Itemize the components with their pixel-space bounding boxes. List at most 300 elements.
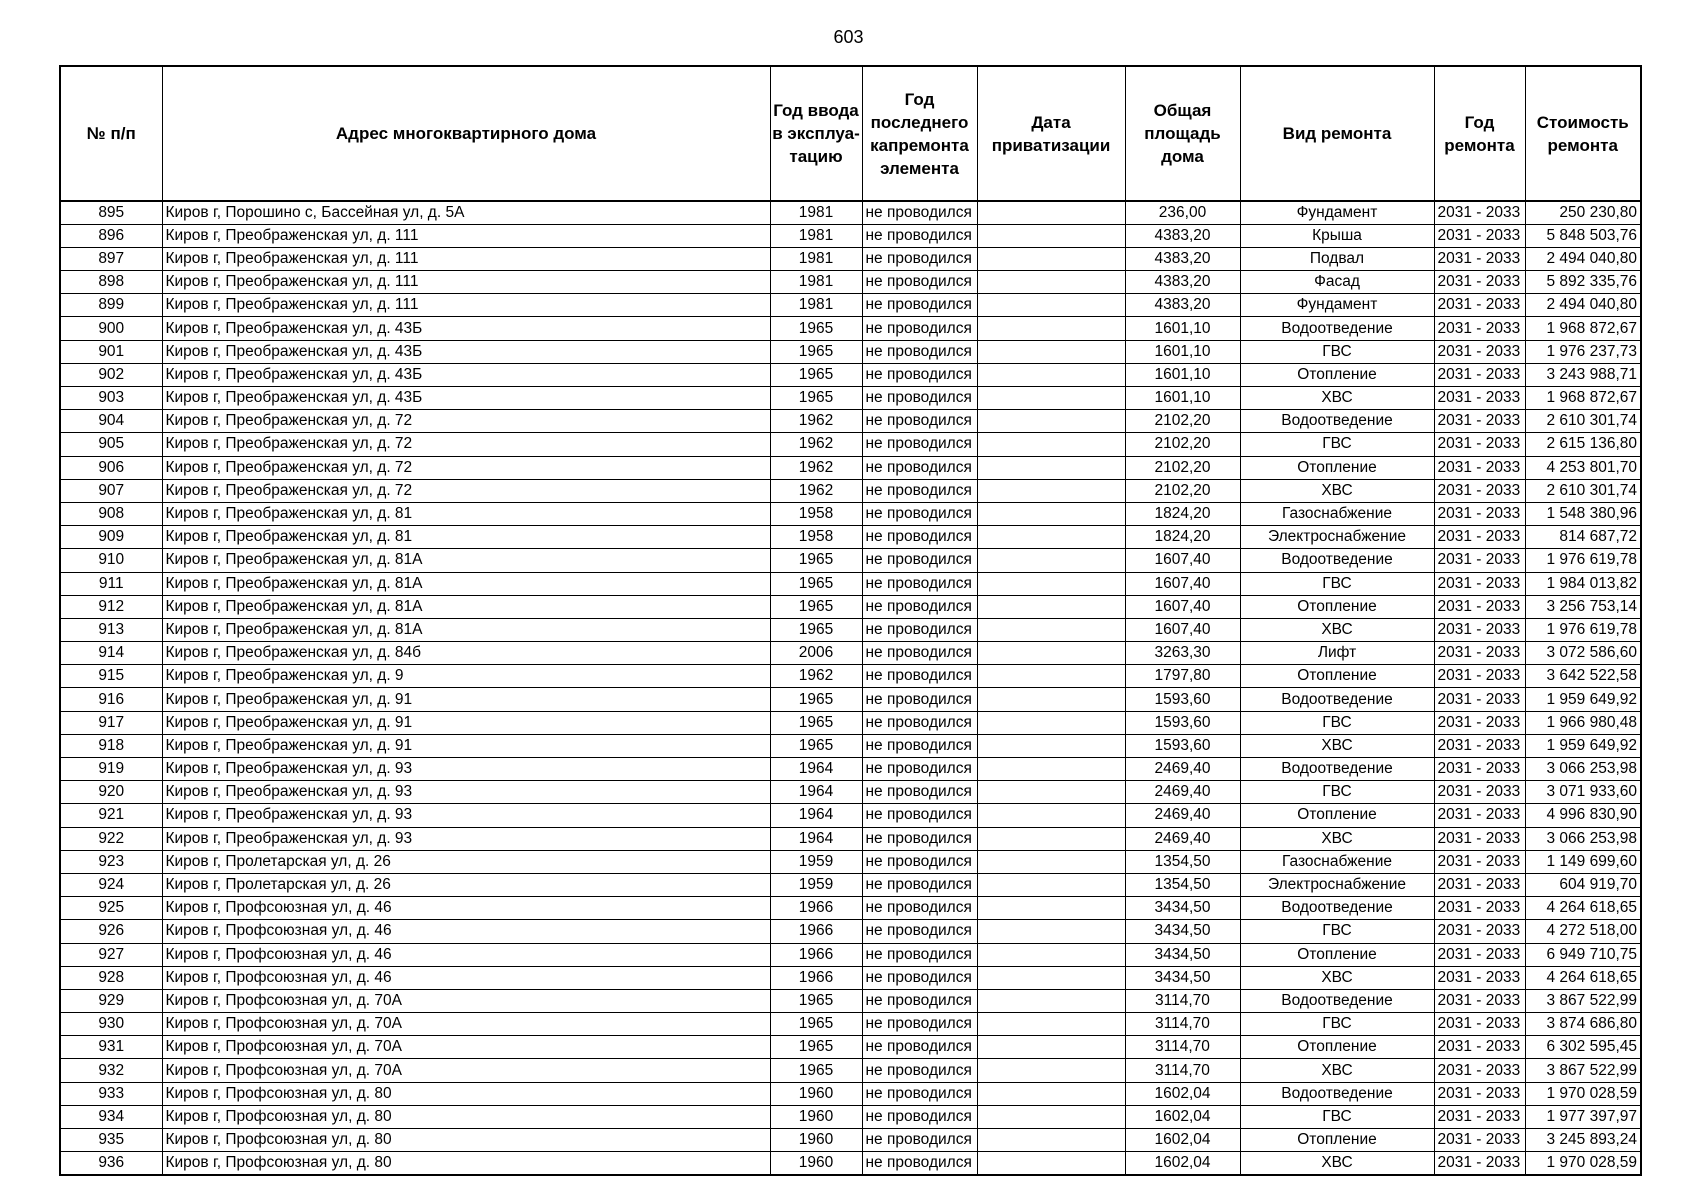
table-row <box>60 873 1641 896</box>
cell-num: 910 <box>60 549 162 572</box>
cell-repair-year: 2031 - 2033 <box>1434 920 1525 943</box>
cell-privatization <box>977 479 1125 502</box>
cell-address: Киров г, Профсоюзная ул, д. 70А <box>162 1036 770 1059</box>
cell-repair-type: Лифт <box>1240 642 1434 665</box>
cell-repair-type: ХВС <box>1240 1152 1434 1175</box>
cell-area: 1601,10 <box>1125 340 1240 363</box>
cell-privatization <box>977 1036 1125 1059</box>
cell-address: Киров г, Преображенская ул, д. 81 <box>162 502 770 525</box>
cell-address: Киров г, Преображенская ул, д. 43Б <box>162 340 770 363</box>
table-header <box>60 66 1641 201</box>
table-row <box>60 966 1641 989</box>
cell-year-built: 1965 <box>770 734 862 757</box>
cell-num: 903 <box>60 387 162 410</box>
cell-address: Киров г, Преображенская ул, д. 9 <box>162 665 770 688</box>
cell-year-built: 1981 <box>770 201 862 224</box>
cell-year-built: 1965 <box>770 989 862 1012</box>
cell-num: 911 <box>60 572 162 595</box>
cell-repair-year: 2031 - 2033 <box>1434 1059 1525 1082</box>
cell-address: Киров г, Профсоюзная ул, д. 80 <box>162 1082 770 1105</box>
cell-address: Киров г, Преображенская ул, д. 81А <box>162 549 770 572</box>
cell-cost: 1 970 028,59 <box>1525 1082 1641 1105</box>
table-row <box>60 1105 1641 1128</box>
cell-privatization <box>977 549 1125 572</box>
cell-privatization <box>977 247 1125 270</box>
cell-repair-year: 2031 - 2033 <box>1434 340 1525 363</box>
cell-repair-type: Отопление <box>1240 943 1434 966</box>
cell-repair-type: Отопление <box>1240 1129 1434 1152</box>
cell-area: 1593,60 <box>1125 688 1240 711</box>
table-row <box>60 201 1641 224</box>
cell-num: 896 <box>60 224 162 247</box>
cell-year-built: 1960 <box>770 1082 862 1105</box>
cell-address: Киров г, Профсоюзная ул, д. 46 <box>162 966 770 989</box>
cell-repair-type: Крыша <box>1240 224 1434 247</box>
cell-address: Киров г, Профсоюзная ул, д. 70А <box>162 1013 770 1036</box>
cell-area: 2102,20 <box>1125 433 1240 456</box>
cell-num: 922 <box>60 827 162 850</box>
cell-last-repair: не проводился <box>862 688 977 711</box>
header-num: № п/п <box>60 66 162 201</box>
cell-repair-year: 2031 - 2033 <box>1434 1036 1525 1059</box>
table-row <box>60 989 1641 1012</box>
cell-num: 901 <box>60 340 162 363</box>
cell-repair-type: Водоотведение <box>1240 989 1434 1012</box>
cell-repair-type: Подвал <box>1240 247 1434 270</box>
cell-cost: 2 494 040,80 <box>1525 294 1641 317</box>
cell-area: 1354,50 <box>1125 850 1240 873</box>
cell-year-built: 1966 <box>770 943 862 966</box>
cell-num: 932 <box>60 1059 162 1082</box>
cell-repair-type: Фасад <box>1240 271 1434 294</box>
cell-last-repair: не проводился <box>862 294 977 317</box>
table-row <box>60 224 1641 247</box>
table-row <box>60 502 1641 525</box>
cell-year-built: 1965 <box>770 387 862 410</box>
cell-privatization <box>977 688 1125 711</box>
table-row <box>60 433 1641 456</box>
cell-address: Киров г, Преображенская ул, д. 111 <box>162 247 770 270</box>
cell-num: 898 <box>60 271 162 294</box>
cell-privatization <box>977 201 1125 224</box>
cell-privatization <box>977 618 1125 641</box>
cell-last-repair: не проводился <box>862 1059 977 1082</box>
cell-last-repair: не проводился <box>862 897 977 920</box>
cell-cost: 3 066 253,98 <box>1525 758 1641 781</box>
cell-privatization <box>977 410 1125 433</box>
cell-last-repair: не проводился <box>862 479 977 502</box>
cell-repair-year: 2031 - 2033 <box>1434 966 1525 989</box>
cell-privatization <box>977 1152 1125 1175</box>
cell-num: 895 <box>60 201 162 224</box>
cell-repair-year: 2031 - 2033 <box>1434 850 1525 873</box>
cell-repair-type: ХВС <box>1240 618 1434 641</box>
cell-last-repair: не проводился <box>862 943 977 966</box>
cell-last-repair: не проводился <box>862 387 977 410</box>
cell-repair-year: 2031 - 2033 <box>1434 271 1525 294</box>
cell-privatization <box>977 943 1125 966</box>
cell-cost: 4 272 518,00 <box>1525 920 1641 943</box>
cell-repair-type: ГВС <box>1240 920 1434 943</box>
cell-num: 907 <box>60 479 162 502</box>
header-last-repair: Год последнего капремонта элемента <box>862 66 977 201</box>
cell-address: Киров г, Профсоюзная ул, д. 46 <box>162 897 770 920</box>
cell-num: 928 <box>60 966 162 989</box>
cell-year-built: 1981 <box>770 247 862 270</box>
cell-area: 1607,40 <box>1125 595 1240 618</box>
cell-num: 933 <box>60 1082 162 1105</box>
cell-num: 913 <box>60 618 162 641</box>
cell-address: Киров г, Преображенская ул, д. 111 <box>162 224 770 247</box>
cell-repair-type: Газоснабжение <box>1240 502 1434 525</box>
cell-num: 918 <box>60 734 162 757</box>
cell-repair-year: 2031 - 2033 <box>1434 549 1525 572</box>
table-row <box>60 595 1641 618</box>
cell-address: Киров г, Преображенская ул, д. 72 <box>162 456 770 479</box>
cell-year-built: 1959 <box>770 873 862 896</box>
cell-year-built: 1981 <box>770 224 862 247</box>
table-row <box>60 479 1641 502</box>
cell-year-built: 1965 <box>770 711 862 734</box>
cell-year-built: 1965 <box>770 1013 862 1036</box>
cell-num: 921 <box>60 804 162 827</box>
cell-cost: 3 066 253,98 <box>1525 827 1641 850</box>
cell-repair-year: 2031 - 2033 <box>1434 897 1525 920</box>
cell-area: 1601,10 <box>1125 387 1240 410</box>
cell-cost: 1 976 619,78 <box>1525 549 1641 572</box>
cell-cost: 5 848 503,76 <box>1525 224 1641 247</box>
cell-last-repair: не проводился <box>862 642 977 665</box>
cell-area: 236,00 <box>1125 201 1240 224</box>
cell-repair-type: Электроснабжение <box>1240 526 1434 549</box>
table-row <box>60 1152 1641 1175</box>
cell-privatization <box>977 572 1125 595</box>
cell-repair-type: ГВС <box>1240 572 1434 595</box>
header-privatization: Дата приватизации <box>977 66 1125 201</box>
cell-cost: 604 919,70 <box>1525 873 1641 896</box>
cell-year-built: 1965 <box>770 1059 862 1082</box>
cell-cost: 1 968 872,67 <box>1525 387 1641 410</box>
cell-area: 1602,04 <box>1125 1082 1240 1105</box>
cell-area: 2469,40 <box>1125 804 1240 827</box>
cell-cost: 4 996 830,90 <box>1525 804 1641 827</box>
cell-num: 930 <box>60 1013 162 1036</box>
cell-address: Киров г, Пролетарская ул, д. 26 <box>162 873 770 896</box>
cell-area: 1602,04 <box>1125 1129 1240 1152</box>
cell-repair-year: 2031 - 2033 <box>1434 1152 1525 1175</box>
table-row <box>60 618 1641 641</box>
cell-repair-type: Водоотведение <box>1240 1082 1434 1105</box>
cell-repair-type: Отопление <box>1240 1036 1434 1059</box>
cell-repair-type: Отопление <box>1240 595 1434 618</box>
cell-cost: 1 149 699,60 <box>1525 850 1641 873</box>
cell-repair-type: ГВС <box>1240 1105 1434 1128</box>
cell-repair-year: 2031 - 2033 <box>1434 665 1525 688</box>
cell-repair-year: 2031 - 2033 <box>1434 758 1525 781</box>
cell-cost: 3 867 522,99 <box>1525 1059 1641 1082</box>
cell-repair-type: ХВС <box>1240 966 1434 989</box>
cell-year-built: 1965 <box>770 688 862 711</box>
cell-address: Киров г, Преображенская ул, д. 81А <box>162 595 770 618</box>
cell-repair-year: 2031 - 2033 <box>1434 595 1525 618</box>
cell-last-repair: не проводился <box>862 433 977 456</box>
cell-repair-type: ХВС <box>1240 734 1434 757</box>
cell-privatization <box>977 1129 1125 1152</box>
cell-cost: 1 976 619,78 <box>1525 618 1641 641</box>
cell-cost: 250 230,80 <box>1525 201 1641 224</box>
cell-area: 4383,20 <box>1125 294 1240 317</box>
table-row <box>60 804 1641 827</box>
cell-year-built: 1965 <box>770 549 862 572</box>
cell-area: 1593,60 <box>1125 734 1240 757</box>
cell-num: 926 <box>60 920 162 943</box>
cell-area: 1601,10 <box>1125 317 1240 340</box>
table-row <box>60 943 1641 966</box>
table-row <box>60 1082 1641 1105</box>
cell-cost: 3 642 522,58 <box>1525 665 1641 688</box>
cell-address: Киров г, Преображенская ул, д. 81А <box>162 618 770 641</box>
cell-repair-year: 2031 - 2033 <box>1434 804 1525 827</box>
cell-year-built: 1965 <box>770 1036 862 1059</box>
cell-privatization <box>977 758 1125 781</box>
cell-year-built: 1958 <box>770 526 862 549</box>
table-row <box>60 294 1641 317</box>
cell-address: Киров г, Преображенская ул, д. 93 <box>162 827 770 850</box>
header-repair-type: Вид ремонта <box>1240 66 1434 201</box>
cell-num: 924 <box>60 873 162 896</box>
cell-repair-year: 2031 - 2033 <box>1434 1129 1525 1152</box>
cell-cost: 1 984 013,82 <box>1525 572 1641 595</box>
cell-address: Киров г, Преображенская ул, д. 91 <box>162 688 770 711</box>
cell-last-repair: не проводился <box>862 781 977 804</box>
table-row <box>60 642 1641 665</box>
cell-address: Киров г, Профсоюзная ул, д. 70А <box>162 989 770 1012</box>
cell-area: 2102,20 <box>1125 479 1240 502</box>
table-body <box>60 201 1641 1175</box>
cell-cost: 814 687,72 <box>1525 526 1641 549</box>
header-year-built: Год ввода в эксплуа-тацию <box>770 66 862 201</box>
cell-address: Киров г, Преображенская ул, д. 91 <box>162 734 770 757</box>
cell-repair-type: Фундамент <box>1240 201 1434 224</box>
table-row <box>60 1129 1641 1152</box>
cell-privatization <box>977 1105 1125 1128</box>
cell-last-repair: не проводился <box>862 1105 977 1128</box>
cell-area: 1797,80 <box>1125 665 1240 688</box>
header-cost: Стоимость ремонта <box>1525 66 1641 201</box>
cell-area: 4383,20 <box>1125 247 1240 270</box>
cell-num: 919 <box>60 758 162 781</box>
cell-year-built: 2006 <box>770 642 862 665</box>
cell-address: Киров г, Преображенская ул, д. 93 <box>162 804 770 827</box>
table-row <box>60 850 1641 873</box>
cell-repair-type: Водоотведение <box>1240 688 1434 711</box>
cell-repair-type: Газоснабжение <box>1240 850 1434 873</box>
cell-year-built: 1959 <box>770 850 862 873</box>
cell-area: 2469,40 <box>1125 758 1240 781</box>
table-row <box>60 734 1641 757</box>
cell-repair-year: 2031 - 2033 <box>1434 711 1525 734</box>
cell-last-repair: не проводился <box>862 526 977 549</box>
cell-cost: 3 071 933,60 <box>1525 781 1641 804</box>
cell-repair-year: 2031 - 2033 <box>1434 1013 1525 1036</box>
cell-address: Киров г, Пролетарская ул, д. 26 <box>162 850 770 873</box>
cell-address: Киров г, Преображенская ул, д. 91 <box>162 711 770 734</box>
cell-area: 1824,20 <box>1125 526 1240 549</box>
cell-address: Киров г, Преображенская ул, д. 111 <box>162 271 770 294</box>
cell-cost: 2 615 136,80 <box>1525 433 1641 456</box>
cell-privatization <box>977 526 1125 549</box>
cell-cost: 2 494 040,80 <box>1525 247 1641 270</box>
cell-repair-type: ГВС <box>1240 433 1434 456</box>
cell-repair-year: 2031 - 2033 <box>1434 989 1525 1012</box>
cell-last-repair: не проводился <box>862 1152 977 1175</box>
cell-year-built: 1962 <box>770 456 862 479</box>
cell-privatization <box>977 873 1125 896</box>
cell-last-repair: не проводился <box>862 920 977 943</box>
cell-cost: 3 245 893,24 <box>1525 1129 1641 1152</box>
cell-num: 909 <box>60 526 162 549</box>
cell-repair-type: ГВС <box>1240 1013 1434 1036</box>
cell-area: 1601,10 <box>1125 363 1240 386</box>
cell-year-built: 1962 <box>770 479 862 502</box>
cell-cost: 3 256 753,14 <box>1525 595 1641 618</box>
table-row <box>60 711 1641 734</box>
cell-num: 925 <box>60 897 162 920</box>
table-row <box>60 688 1641 711</box>
table-row <box>60 920 1641 943</box>
cell-year-built: 1964 <box>770 804 862 827</box>
cell-num: 916 <box>60 688 162 711</box>
cell-area: 3434,50 <box>1125 920 1240 943</box>
cell-privatization <box>977 804 1125 827</box>
cell-num: 897 <box>60 247 162 270</box>
cell-year-built: 1965 <box>770 572 862 595</box>
cell-last-repair: не проводился <box>862 410 977 433</box>
cell-year-built: 1965 <box>770 618 862 641</box>
cell-privatization <box>977 827 1125 850</box>
header-address: Адрес многоквартирного дома <box>162 66 770 201</box>
cell-last-repair: не проводился <box>862 618 977 641</box>
cell-last-repair: не проводился <box>862 456 977 479</box>
cell-last-repair: не проводился <box>862 989 977 1012</box>
cell-address: Киров г, Профсоюзная ул, д. 80 <box>162 1105 770 1128</box>
cell-repair-type: ХВС <box>1240 387 1434 410</box>
cell-cost: 1 959 649,92 <box>1525 688 1641 711</box>
cell-year-built: 1964 <box>770 758 862 781</box>
cell-repair-year: 2031 - 2033 <box>1434 734 1525 757</box>
cell-repair-year: 2031 - 2033 <box>1434 201 1525 224</box>
cell-year-built: 1966 <box>770 920 862 943</box>
cell-cost: 1 968 872,67 <box>1525 317 1641 340</box>
cell-last-repair: не проводился <box>862 224 977 247</box>
cell-last-repair: не проводился <box>862 734 977 757</box>
cell-privatization <box>977 595 1125 618</box>
cell-last-repair: не проводился <box>862 247 977 270</box>
cell-area: 3434,50 <box>1125 897 1240 920</box>
cell-year-built: 1965 <box>770 363 862 386</box>
cell-repair-year: 2031 - 2033 <box>1434 943 1525 966</box>
cell-num: 915 <box>60 665 162 688</box>
cell-privatization <box>977 294 1125 317</box>
cell-last-repair: не проводился <box>862 595 977 618</box>
table-row <box>60 665 1641 688</box>
cell-num: 934 <box>60 1105 162 1128</box>
cell-last-repair: не проводился <box>862 363 977 386</box>
cell-last-repair: не проводился <box>862 1036 977 1059</box>
cell-privatization <box>977 989 1125 1012</box>
cell-year-built: 1964 <box>770 827 862 850</box>
cell-address: Киров г, Преображенская ул, д. 84б <box>162 642 770 665</box>
cell-last-repair: не проводился <box>862 758 977 781</box>
table-row <box>60 897 1641 920</box>
cell-address: Киров г, Порошино с, Бассейная ул, д. 5А <box>162 201 770 224</box>
cell-num: 912 <box>60 595 162 618</box>
repair-table-container <box>59 65 1642 1176</box>
cell-num: 899 <box>60 294 162 317</box>
table-row <box>60 387 1641 410</box>
cell-repair-type: ГВС <box>1240 711 1434 734</box>
cell-num: 929 <box>60 989 162 1012</box>
cell-repair-year: 2031 - 2033 <box>1434 572 1525 595</box>
cell-privatization <box>977 897 1125 920</box>
table-row <box>60 549 1641 572</box>
cell-address: Киров г, Преображенская ул, д. 93 <box>162 758 770 781</box>
cell-address: Киров г, Преображенская ул, д. 93 <box>162 781 770 804</box>
cell-privatization <box>977 1013 1125 1036</box>
cell-repair-year: 2031 - 2033 <box>1434 618 1525 641</box>
cell-privatization <box>977 363 1125 386</box>
cell-privatization <box>977 433 1125 456</box>
cell-repair-year: 2031 - 2033 <box>1434 317 1525 340</box>
cell-last-repair: не проводился <box>862 827 977 850</box>
cell-repair-type: Отопление <box>1240 363 1434 386</box>
cell-last-repair: не проводился <box>862 1082 977 1105</box>
cell-area: 1593,60 <box>1125 711 1240 734</box>
cell-num: 935 <box>60 1129 162 1152</box>
cell-year-built: 1960 <box>770 1152 862 1175</box>
cell-privatization <box>977 966 1125 989</box>
cell-area: 3434,50 <box>1125 966 1240 989</box>
cell-num: 906 <box>60 456 162 479</box>
cell-privatization <box>977 1082 1125 1105</box>
cell-privatization <box>977 456 1125 479</box>
table-row <box>60 758 1641 781</box>
cell-address: Киров г, Преображенская ул, д. 72 <box>162 410 770 433</box>
table-row <box>60 781 1641 804</box>
table-row <box>60 363 1641 386</box>
cell-privatization <box>977 502 1125 525</box>
cell-privatization <box>977 642 1125 665</box>
cell-area: 2102,20 <box>1125 410 1240 433</box>
cell-repair-type: ГВС <box>1240 781 1434 804</box>
cell-cost: 3 243 988,71 <box>1525 363 1641 386</box>
cell-last-repair: не проводился <box>862 572 977 595</box>
cell-cost: 6 949 710,75 <box>1525 943 1641 966</box>
cell-last-repair: не проводился <box>862 966 977 989</box>
cell-address: Киров г, Профсоюзная ул, д. 80 <box>162 1129 770 1152</box>
cell-address: Киров г, Преображенская ул, д. 43Б <box>162 363 770 386</box>
table-row <box>60 317 1641 340</box>
cell-cost: 4 253 801,70 <box>1525 456 1641 479</box>
cell-repair-type: ХВС <box>1240 1059 1434 1082</box>
cell-cost: 2 610 301,74 <box>1525 479 1641 502</box>
cell-year-built: 1966 <box>770 897 862 920</box>
cell-year-built: 1962 <box>770 410 862 433</box>
cell-repair-type: Водоотведение <box>1240 758 1434 781</box>
cell-repair-type: Водоотведение <box>1240 410 1434 433</box>
cell-address: Киров г, Преображенская ул, д. 81 <box>162 526 770 549</box>
cell-year-built: 1965 <box>770 595 862 618</box>
